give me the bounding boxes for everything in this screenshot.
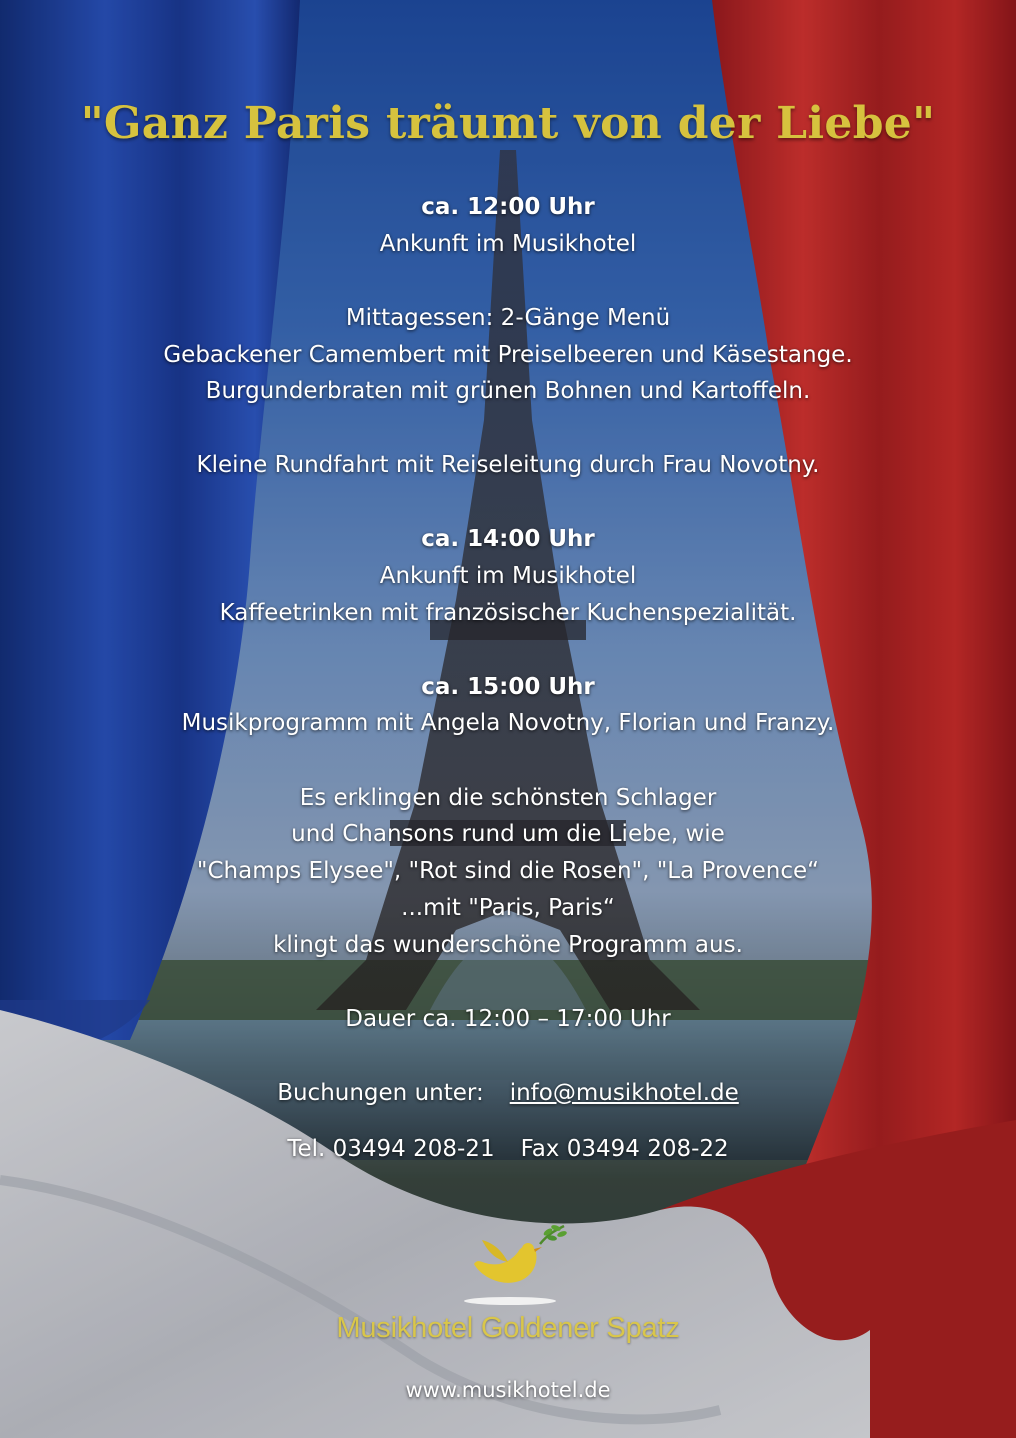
email-link[interactable]: info@musikhotel.de [509, 1080, 739, 1106]
description-line-5: klingt das wunderschöne Programm aus. [273, 932, 743, 958]
lunch-course-2: Burgunderbraten mit grünen Bohnen und Kartoffeln. [205, 378, 811, 404]
arrival-text-1: Ankunft im Musikhotel [379, 231, 637, 257]
golden-sparrow-icon [452, 1222, 568, 1312]
description-line-4: ...mit "Paris, Paris“ [401, 895, 615, 921]
brand-name: Musikhotel Goldener Spatz [336, 1312, 680, 1344]
time-1400: ca. 14:00 Uhr [421, 526, 595, 552]
arrival-text-2: Ankunft im Musikhotel [379, 563, 637, 589]
phone-number: Tel. 03494 208-21 [287, 1136, 495, 1162]
lunch-heading: Mittagessen: 2-Gänge Menü [345, 305, 671, 331]
music-program-text: Musikprogramm mit Angela Novotny, Florian und Franzy. [181, 710, 835, 736]
phone-row [0, 1134, 1016, 1164]
booking-label: Buchungen unter: [277, 1080, 484, 1106]
time-1200: ca. 12:00 Uhr [421, 194, 595, 220]
fax-number: Fax 03494 208-22 [520, 1136, 729, 1162]
coffee-text: Kaffeetrinken mit französischer Kuchenspezialität. [219, 600, 797, 626]
page-title: "Ganz Paris träumt von der Liebe" [80, 98, 936, 149]
lunch-course-1: Gebackener Camembert mit Preiselbeeren und Käsestange. [163, 342, 853, 368]
time-1500: ca. 15:00 Uhr [421, 674, 595, 700]
website-link[interactable]: www.musikhotel.de [405, 1378, 611, 1402]
booking-row [0, 1078, 1016, 1108]
tour-text: Kleine Rundfahrt mit Reiseleitung durch Frau Novotny. [196, 452, 820, 478]
duration-text: Dauer ca. 12:00 – 17:00 Uhr [345, 1006, 671, 1032]
description-line-3: "Champs Elysee", "Rot sind die Rosen", "La Provence“ [196, 858, 820, 884]
description-line-1: Es erklingen die schönsten Schlager [299, 785, 717, 811]
description-line-2: und Chansons rund um die Liebe, wie [291, 821, 725, 847]
